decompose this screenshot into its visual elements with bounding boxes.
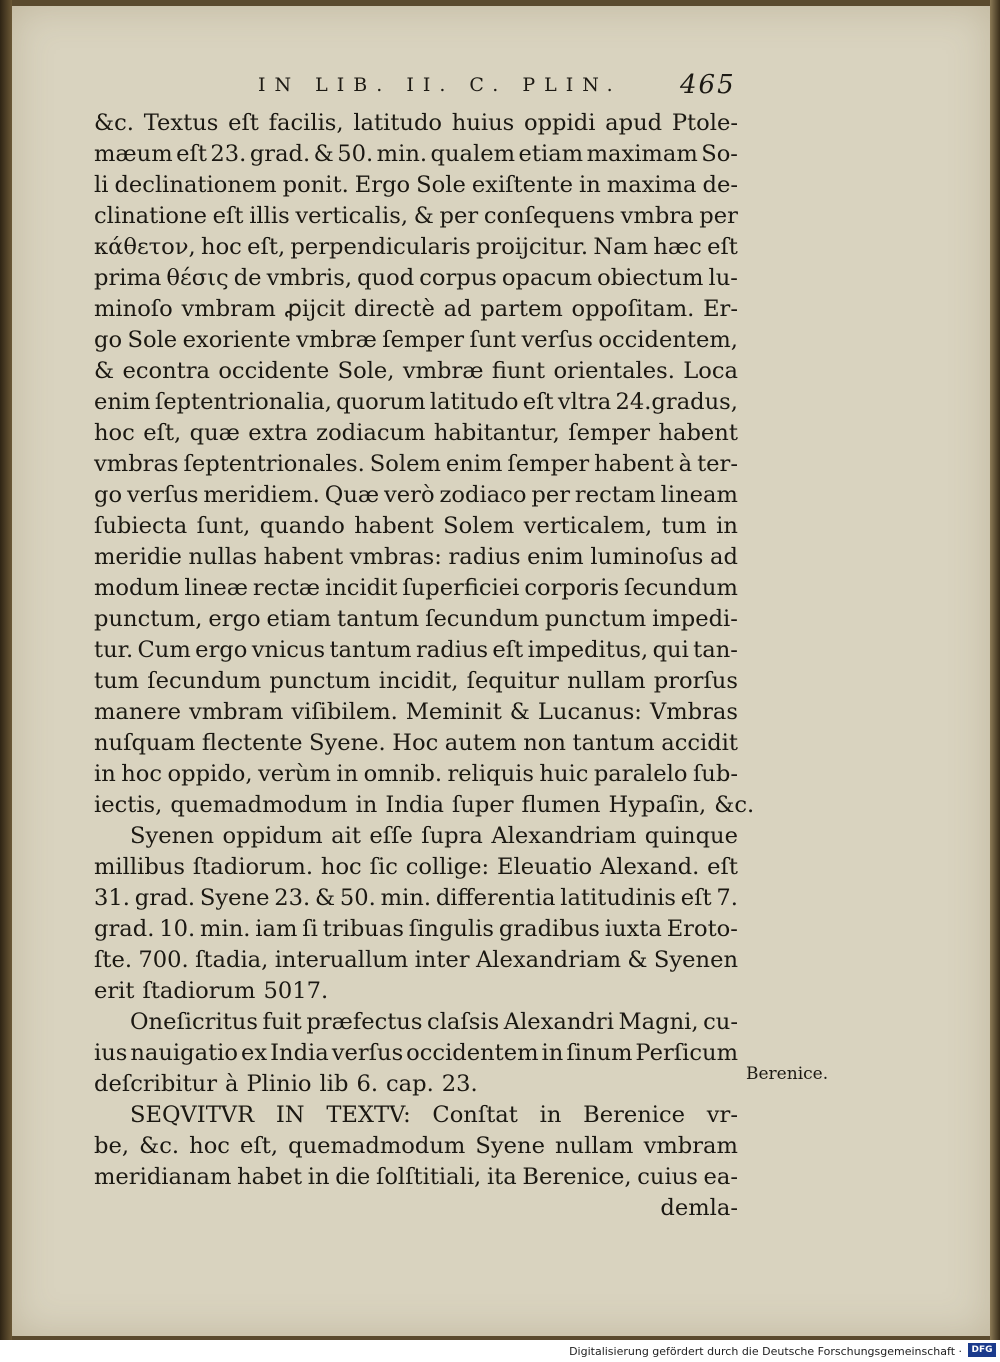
text-line: in hoc oppido, verùm in omnib. reliquis huic paralelo ſub- <box>94 761 738 787</box>
text-line: SEQVITVR IN TEXTV: Conſtat in Berenice vr- <box>130 1102 738 1128</box>
text-line: hoc eſt, quæ extra zodiacum habitantur, ſemper habent <box>94 420 738 446</box>
text-line: ſubiecta ſunt, quando habent Solem verticalem, tum in <box>94 513 738 539</box>
page-fore-edge <box>990 0 1000 1340</box>
text-line: mæum eſt 23. grad. & 50. min. qualem etiam maximam So- <box>94 141 738 167</box>
text-line: go verſus meridiem. Quæ verò zodiaco per rectam lineam <box>94 482 738 508</box>
text-line: iectis, quemadmodum in India ſuper flumen Hypaſin, &c. <box>94 792 755 818</box>
text-line: li declinationem ponit. Ergo Sole exiſtente in maxima de- <box>94 172 738 198</box>
text-line: tum ſecundum punctum incidit, ſequitur nullam prorſus <box>94 668 738 694</box>
text-line: manere vmbram viſibilem. Meminit & Lucanus: Vmbras <box>94 699 738 725</box>
text-line: Syenen oppidum ait eſſe ſupra Alexandriam quinque <box>130 823 738 849</box>
text-line: be, &c. hoc eſt, quemadmodum Syene nullam vmbram <box>94 1133 738 1159</box>
text-line: clinatione eſt illis verticalis, & per conſequens vmbra per <box>94 203 738 229</box>
text-line: & econtra occidente Sole, vmbræ fiunt orientales. Loca <box>94 358 738 384</box>
text-line: modum lineæ rectæ incidit ſuperficiei corporis ſecundum <box>94 575 738 601</box>
text-line: millibus ſtadiorum. hoc ſic collige: Eleuatio Alexand. eſt <box>94 854 738 880</box>
running-head: IN LIB. II. C. PLIN. <box>258 74 622 96</box>
text-line: Oneſicritus fuit præfectus claſsis Alexandri Magni, cu- <box>130 1009 738 1035</box>
body-text <box>94 108 755 1224</box>
dfg-logo: DFG <box>968 1343 996 1357</box>
text-line: 31. grad. Syene 23. & 50. min. differentia latitudinis eſt 7. <box>94 885 738 911</box>
text-line: deſcribitur à Plinio lib 6. cap. 23. <box>94 1071 478 1097</box>
margin-note: Berenice. <box>746 1064 829 1084</box>
text-line: ius nauigatio ex India verſus occidentem in ſinum Perſicum <box>94 1040 738 1066</box>
text-line: meridianam habet in die ſolſtitiali, ita Berenice, cuius ea- <box>94 1164 738 1190</box>
text-line: ſte. 700. ſtadia, interuallum inter Alexandriam & Syenen <box>94 947 738 973</box>
text-line: tur. Cum ergo vnicus tantum radius eſt impeditus, qui tan- <box>94 637 738 663</box>
text-line: enim ſeptentrionalia, quorum latitudo eſt vltra 24.gradus, <box>94 389 738 415</box>
book-gutter-edge <box>0 0 12 1340</box>
text-line: punctum, ergo etiam tantum ſecundum punctum impedi- <box>94 606 738 632</box>
page-number: 465 <box>680 70 736 100</box>
text-line: nuſquam flectente Syene. Hoc autem non tantum accidit <box>94 730 738 756</box>
text-line: &c. Textus eſt facilis, latitudo huius oppidi apud Ptole- <box>94 110 738 136</box>
text-line: dem la- <box>660 1195 738 1221</box>
text-line: κάθετον, hoc eſt, perpendicularis proijcitur. Nam hæc eſt <box>94 234 738 260</box>
text-line: vmbras ſeptentrionales. Solem enim ſemper habent à ter- <box>94 451 738 477</box>
text-line: erit ſtadiorum 5017. <box>94 978 329 1004</box>
text-line: minoſo vmbram ꝓijcit directè ad partem oppoſitam. Er- <box>94 296 738 322</box>
digitization-credit: Digitalisierung gefördert durch die Deutsche Forschungsgemeinschaft · <box>569 1345 962 1358</box>
text-line: meridie nullas habent vmbras: radius enim luminoſus ad <box>94 544 738 570</box>
text-line: go Sole exoriente vmbræ ſemper ſunt verſus occidentem, <box>94 327 738 353</box>
text-line: prima θέσις de vmbris, quod corpus opacum obiectum lu- <box>94 265 738 291</box>
text-line: grad. 10. min. iam ſi tribuas ſingulis gradibus iuxta Eroto- <box>94 916 738 942</box>
